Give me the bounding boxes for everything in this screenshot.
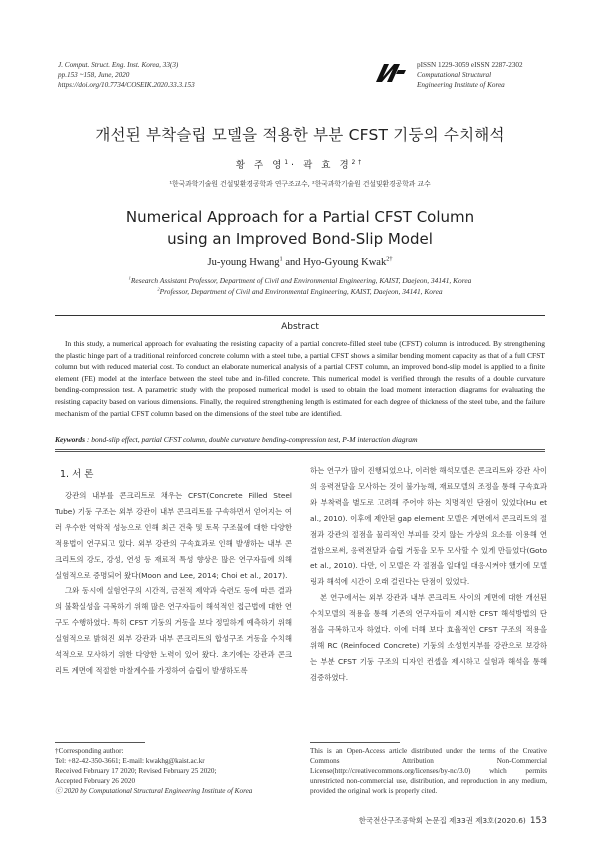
header-line: pp.153 ~158, June, 2020: [58, 71, 130, 79]
korean-affiliation: ¹한국과학기술원 건설및환경공학과 연구조교수, ²한국과학기술원 건설및환경공학과 교수: [169, 180, 431, 188]
korean-authors: 황 주 영$^1$· 곽 효 경$^{2\dagger}$: [235, 159, 365, 171]
paragraph: 본 연구에서는 외부 강관과 내부 콘크리트 사이의 계면에 대한 개선된 수치모델의 적용을 통해 기존의 연구자들이 제시한 CFST 해석방법의 단점을 극복하고자 하였다. 이에 더해 보다 효율적인 CFST 구조의 적용을 위해 RC (Reinfoced Concrete) 기둥의 소성힌지부를 강관으로 보강하는 부분 CFST 기둥 구조의 디자인 컨셉을 제시하고 실험과 해석을 통해 검증하였다.: [310, 593, 547, 682]
header-line: Computational Structural: [417, 71, 492, 79]
keywords-label: Keywords: [55, 435, 85, 444]
issn-block: [417, 60, 523, 90]
divider: [55, 449, 545, 450]
footnote-line: Accepted February 26 2020: [55, 777, 136, 785]
korean-author-2: · 곽 효 경: [291, 160, 352, 171]
body-right-column: [310, 463, 547, 686]
paragraph: 강관의 내부를 콘크리트로 채우는 CFST(Concrete Filled Steel Tube) 기둥 구조는 외부 강관이 내부 콘크리트를 구속하면서 얻어지는 여러 우수한 역학적 성능으로 인해 최근 건축 및 토목 구조물에 대한 다양한 적용법이 연구되고 있다. 외부 강관의 구속효과로 인해 발생하는 내부 콘크리트의 강도, 강성, 연성 등 재료적 특성 향상은 많은 연구자들에 의해 실험적으로 증명되어 왔다(Moon and Lee, 2014; Choi et al., 2017).: [55, 491, 292, 580]
header-line: pISSN 1229-3059 eISSN 2287-2302: [417, 61, 523, 69]
abstract-box: [55, 315, 545, 452]
english-authors: Ju-young Hwang$^1$ and Hyo-Gyoung Kwak$^{2\dagger}$: [207, 255, 393, 268]
footnote-line: †Corresponding author:: [55, 747, 124, 755]
footnote: [55, 746, 295, 796]
english-author-2: and Hyo-Gyoung Kwak: [282, 257, 387, 268]
english-author-1: Ju-young Hwang: [207, 257, 280, 268]
keywords: [55, 435, 545, 444]
paragraph: 하는 연구가 많이 진행되었으나, 이러한 해석모델은 콘크리트와 강관 사이의 응력전달을 모사하는 것이 불가능해, 재료모델의 조정을 통해 구속효과와 부착력을 별도로 고려해 주어야 하는 치명적인 단점이 있었다(Hu et al., 2010). 이후에 제안된 gap element 모델은 계면에서 콘크리트의 절점과 강관의 절점을 물리적인 부피를 갖지 않는 가상의 요소를 이용해 연결함으로써, 응력전달과 슬립 거동을 모두 모사할 수 있게 만들었다(Goto et al., 2010). 다만, 이 모델은 각 절점을 일대일 대응시켜야 했기에 모델링과 해석에 시간이 오래 걸린다는 단점이 있었다.: [310, 466, 547, 587]
abstract-heading: Abstract: [281, 322, 319, 332]
abstract-text: In this study, a numerical approach for evaluating the resisting capacity of a partial concrete-filled steel tube (CFST) column is introduced. By strengthening the plastic hinge part of a traditional reinforced concrete column with a steel tube, a partial CFST shows a similar bending moment capacity as that of a full CFST column but with reduced material cost. To conduct an elaborate numerical analysis of a partial CFST column, an improved bond-slip model is applied to a finite element (FE) model at the interface between the steel tube and in-filled concrete. This numerical model is verified through the results of a double curvature bending-compression test. A parametric study with the proposed numerical model is used to obtain the load moment interaction diagrams for evaluating the resisting capacity based on various dimensions. Finally, the required strengthening length is estimated for each degree of thickness of the steel tube, and the failure mechanism of the partial CFST column based on the dimensions of the steel tube are identified.: [55, 339, 545, 418]
korean-author-1: 황 주 영: [235, 160, 285, 171]
journal-citation: [58, 60, 195, 90]
footnote-line: ⓒ 2020 by Computational Structural Engineering Institute of Korea: [55, 787, 253, 795]
journal-logo-icon: [374, 60, 408, 86]
korean-title: 개선된 부착슬립 모델을 적용한 부분 CFST 기둥의 수치해석: [95, 126, 505, 144]
open-access-divider: [310, 742, 400, 743]
page-number: 153: [529, 816, 547, 826]
section-heading: 1. 서 론: [60, 469, 94, 480]
header-line: https://doi.org/10.7734/COSEIK.2020.33.3.153: [58, 81, 195, 89]
footnote-divider: [55, 742, 145, 743]
open-access-notice: This is an Open-Access article distributed under the terms of the Creative Commons Attribution Non-Commercial License(http://creativecommons.org/licenses/by-nc/3.0) which permits unrestricted non-commercial use, distribution, and reproduction in any medium, provided the original work is properly cited.: [310, 747, 547, 795]
english-title: [0, 206, 600, 250]
footnote-line: Received February 17 2020; Revised February 25 2020;: [55, 767, 217, 775]
english-title-line: using an Improved Bond-Slip Model: [167, 230, 433, 248]
header-line: J. Comput. Struct. Eng. Inst. Korea, 33(3): [58, 61, 179, 69]
footnote-line: Tel: +82-42-350-3661; E-mail: kwakhg@kaist.ac.kr: [55, 757, 205, 765]
page-footer: [330, 815, 547, 826]
body-left-column: [55, 488, 292, 679]
keywords-text: : bond-slip effect, partial CFST column, double curvature bending-compression test, P-M interaction diagram: [85, 435, 418, 444]
affiliation-1: Research Assistant Professor, Department of Civil and Environmental Engineering, KAIST, Daejeon, 34141, Korea: [130, 276, 472, 285]
footer-journal: 한국전산구조공학회 논문집 제33권 제3호(2020.6): [358, 816, 526, 825]
paragraph: 그와 동시에 실험연구의 시간적, 금전적 제약과 숙련도 등에 따른 결과의 불확실성을 극복하기 위해 많은 연구자들이 해석적인 접근법에 대한 연구도 수행하였다. 특히 CFST 기둥의 거동을 보다 정밀하게 예측하기 위해 실험적으로 밝혀진 외부 강관과 내부 콘크리트의 합성구조 거동을 수치해석적으로 모사하기 위한 다양한 노력이 있어 왔다. 초기에는 강관과 콘크리트 계면에 적절한 마찰계수를 가정하여 슬립이 발생하도록: [55, 586, 292, 675]
english-title-line: Numerical Approach for a Partial CFST Column: [125, 208, 475, 226]
header-line: Engineering Institute of Korea: [417, 81, 505, 89]
english-affiliations: $^1$Research Assistant Professor, Department of Civil and Environmental Engineering, KAIST, Daejeon, 34141, Korea $^2$Professor, Department of Civil and Environmental Engineering, KAIST, Daejeon, 34141, Korea: [128, 275, 472, 296]
affiliation-2: Professor, Department of Civil and Environmental Engineering, KAIST, Daejeon, 34141, Korea: [159, 286, 443, 296]
